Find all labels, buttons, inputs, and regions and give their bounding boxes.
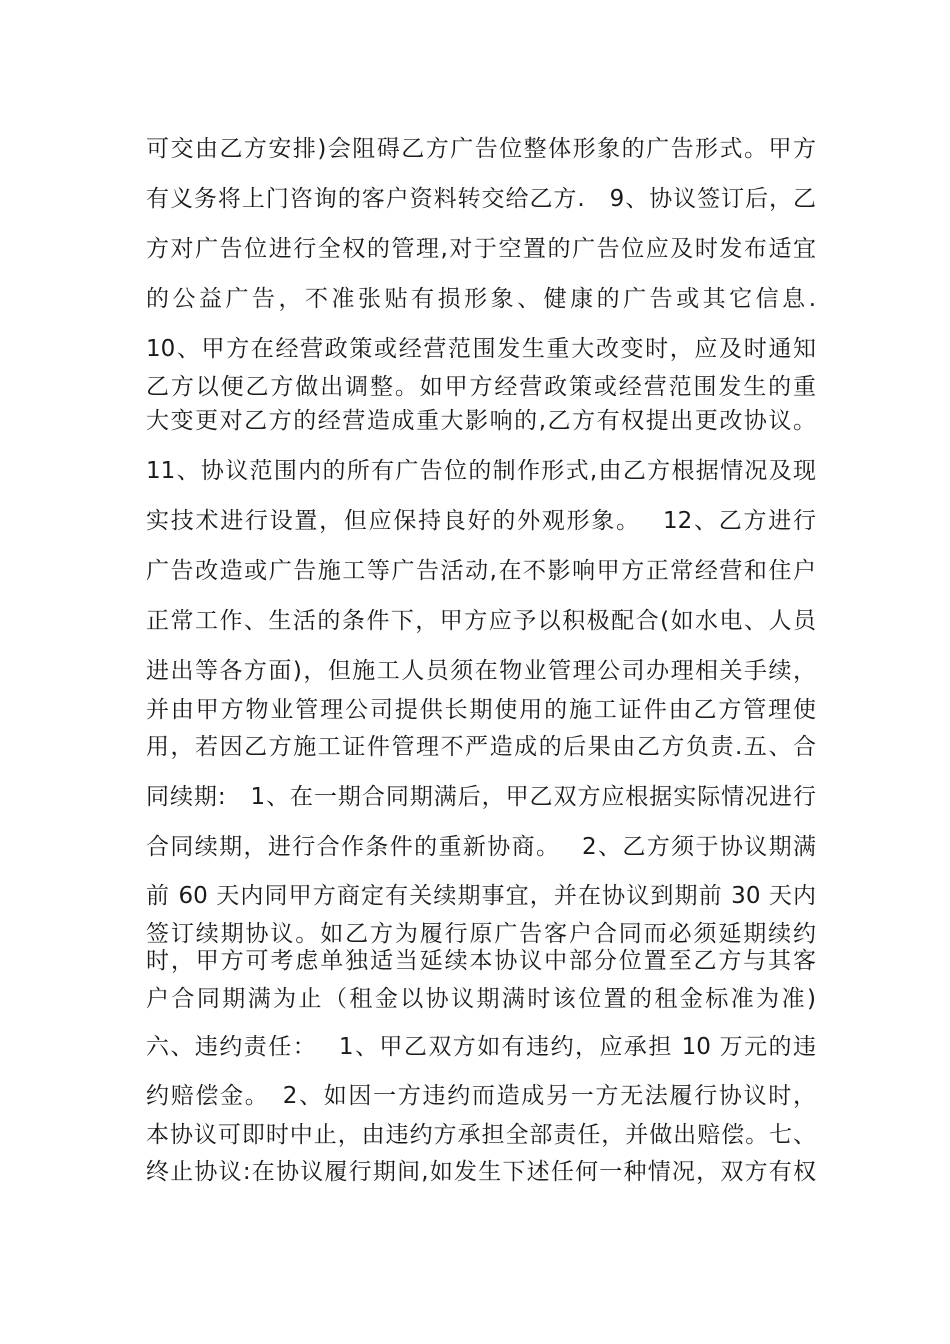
text-line: 前 60 天内同甲方商定有关续期事宜，并在协议到期前 30 天内 <box>146 883 816 909</box>
text-line: 户合同期满为止（租金以协议期满时该位置的租金标准为准) <box>146 986 816 1012</box>
text-line: 实技术进行设置，但应保持良好的外观形象。 12、乙方进行 <box>146 508 816 534</box>
text-line: 同续期: 1、在一期合同期满后，甲乙双方应根据实际情况进行 <box>146 784 816 810</box>
text-line: 时，甲方可考虑单独适当延续本协议中部分位置至乙方与其客 <box>146 948 816 974</box>
text-line: 终止协议:在协议履行期间,如发生下述任何一种情况，双方有权 <box>146 1159 816 1185</box>
text-line: 11、协议范围内的所有广告位的制作形式,由乙方根据情况及现 <box>146 458 816 484</box>
text-line: 正常工作、生活的条件下，甲方应予以积极配合(如水电、人员 <box>146 608 816 634</box>
text-line: 六、违约责任： 1、甲乙双方如有违约，应承担 10 万元的违 <box>146 1034 816 1060</box>
text-line: 10、甲方在经营政策或经营范围发生重大改变时，应及时通知 <box>146 336 816 362</box>
text-line: 进出等各方面)，但施工人员须在物业管理公司办理相关手续， <box>146 658 816 684</box>
text-line: 乙方以便乙方做出调整。如甲方经营政策或经营范围发生的重 <box>146 374 816 400</box>
text-line: 的公益广告，不准张贴有损形象、健康的广告或其它信息. <box>146 286 816 312</box>
text-line: 广告改造或广告施工等广告活动,在不影响甲方正常经营和住户 <box>146 558 816 584</box>
text-line: 并由甲方物业管理公司提供长期使用的施工证件由乙方管理使 <box>146 697 816 723</box>
text-line: 可交由乙方安排)会阻碍乙方广告位整体形象的广告形式。甲方 <box>146 136 816 162</box>
text-line: 方对广告位进行全权的管理,对于空置的广告位应及时发布适宜 <box>146 236 816 262</box>
text-line: 用，若因乙方施工证件管理不严造成的后果由乙方负责.五、合 <box>146 734 816 760</box>
text-line: 大变更对乙方的经营造成重大影响的,乙方有权提出更改协议。 <box>146 408 816 434</box>
text-line: 合同续期，进行合作条件的重新协商。 2、乙方须于协议期满 <box>146 834 816 860</box>
text-line: 签订续期协议。如乙方为履行原广告客户合同而必须延期续约 <box>146 921 816 947</box>
text-line: 有义务将上门咨询的客户资料转交给乙方. 9、协议签订后，乙 <box>146 186 816 212</box>
text-line: 本协议可即时中止，由违约方承担全部责任，并做出赔偿。七、 <box>146 1122 816 1148</box>
text-line: 约赔偿金。 2、如因一方违约而造成另一方无法履行协议时， <box>146 1083 816 1109</box>
